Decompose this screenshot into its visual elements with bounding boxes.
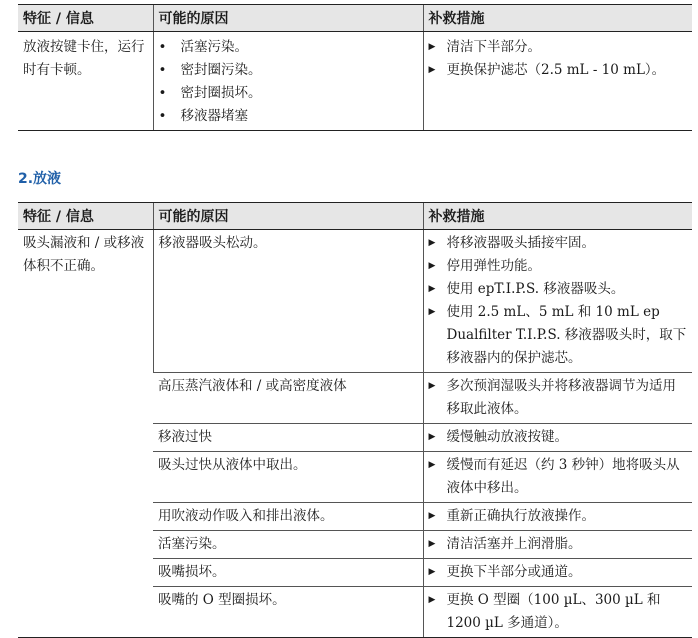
list-item: ▶ 多次预润湿吸头并将移液器调节为适用移取此液体。 xyxy=(429,375,688,421)
list-item: ▶ 更换下半部分或通道。 xyxy=(429,561,688,584)
list-item: ▶ 重新正确执行放液操作。 xyxy=(429,505,688,528)
remedy-cell xyxy=(423,531,692,559)
header-remedy: 补救措施 xyxy=(423,5,692,32)
list-item: ▶ 更换 O 型圈（100 µL、300 µL 和 1200 µL 多通道）。 xyxy=(429,589,688,635)
remedy-cell xyxy=(423,230,692,373)
list-item: ▶ 使用 epT.I.P.S. 移液器吸头。 xyxy=(429,278,688,301)
symptom-cell: 放液按键卡住，运行时有卡顿。 xyxy=(18,32,153,131)
remedy-cell xyxy=(423,452,692,503)
cause-cell xyxy=(153,32,423,131)
cause-cell: 移液器吸头松动。 xyxy=(153,230,423,373)
list-item: ▶ 停用弹性功能。 xyxy=(429,255,688,278)
table-header-row xyxy=(18,203,692,230)
remedy-cell xyxy=(423,559,692,587)
cause-list xyxy=(159,36,418,128)
remedy-cell xyxy=(423,373,692,424)
list-item: ▶ 将移液器吸头插接牢固。 xyxy=(429,232,688,255)
table-row xyxy=(18,230,692,373)
list-item: ▶ 清洁下半部分。 xyxy=(429,36,688,59)
list-item: ▶ 更换保护滤芯（2.5 mL - 10 mL）。 xyxy=(429,59,688,82)
cause-cell: 高压蒸汽液体和 / 或高密度液体 xyxy=(153,373,423,424)
cause-cell: 吸头过快从液体中取出。 xyxy=(153,452,423,503)
troubleshooting-table-2 xyxy=(18,202,692,638)
remedy-cell xyxy=(423,587,692,638)
list-item: • 密封圈损坏。 xyxy=(159,82,418,105)
list-item: ▶ 使用 2.5 mL、5 mL 和 10 mL ep Dualfilter T.I.P.S. 移液器吸头时，取下移液器内的保护滤芯。 xyxy=(429,301,688,370)
list-item: • 密封圈污染。 xyxy=(159,59,418,82)
table-header-row xyxy=(18,5,692,32)
troubleshooting-table-1 xyxy=(18,4,692,131)
remedy-cell xyxy=(423,32,692,131)
list-item: • 活塞污染。 xyxy=(159,36,418,59)
remedy-cell xyxy=(423,503,692,531)
table-row xyxy=(18,32,692,131)
header-remedy: 补救措施 xyxy=(423,203,692,230)
header-cause: 可能的原因 xyxy=(153,5,423,32)
list-item: ▶ 缓慢而有延迟（约 3 秒钟）地将吸头从液体中移出。 xyxy=(429,454,688,500)
list-item: ▶ 清洁活塞并上润滑脂。 xyxy=(429,533,688,556)
remedy-list xyxy=(429,36,688,82)
cause-cell: 移液过快 xyxy=(153,424,423,452)
list-item: • 移液器堵塞 xyxy=(159,105,418,128)
remedy-list xyxy=(429,232,688,370)
cause-cell: 用吹液动作吸入和排出液体。 xyxy=(153,503,423,531)
header-symptom: 特征 / 信息 xyxy=(18,5,153,32)
cause-cell: 活塞污染。 xyxy=(153,531,423,559)
list-item: ▶ 缓慢触动放液按键。 xyxy=(429,426,688,449)
cause-cell: 吸嘴损坏。 xyxy=(153,559,423,587)
section-title: 2.放液 xyxy=(18,171,62,187)
header-symptom: 特征 / 信息 xyxy=(18,203,153,230)
symptom-cell: 吸头漏液和 / 或移液体积不正确。 xyxy=(18,230,153,638)
remedy-cell xyxy=(423,424,692,452)
cause-cell: 吸嘴的 O 型圈损坏。 xyxy=(153,587,423,638)
header-cause: 可能的原因 xyxy=(153,203,423,230)
